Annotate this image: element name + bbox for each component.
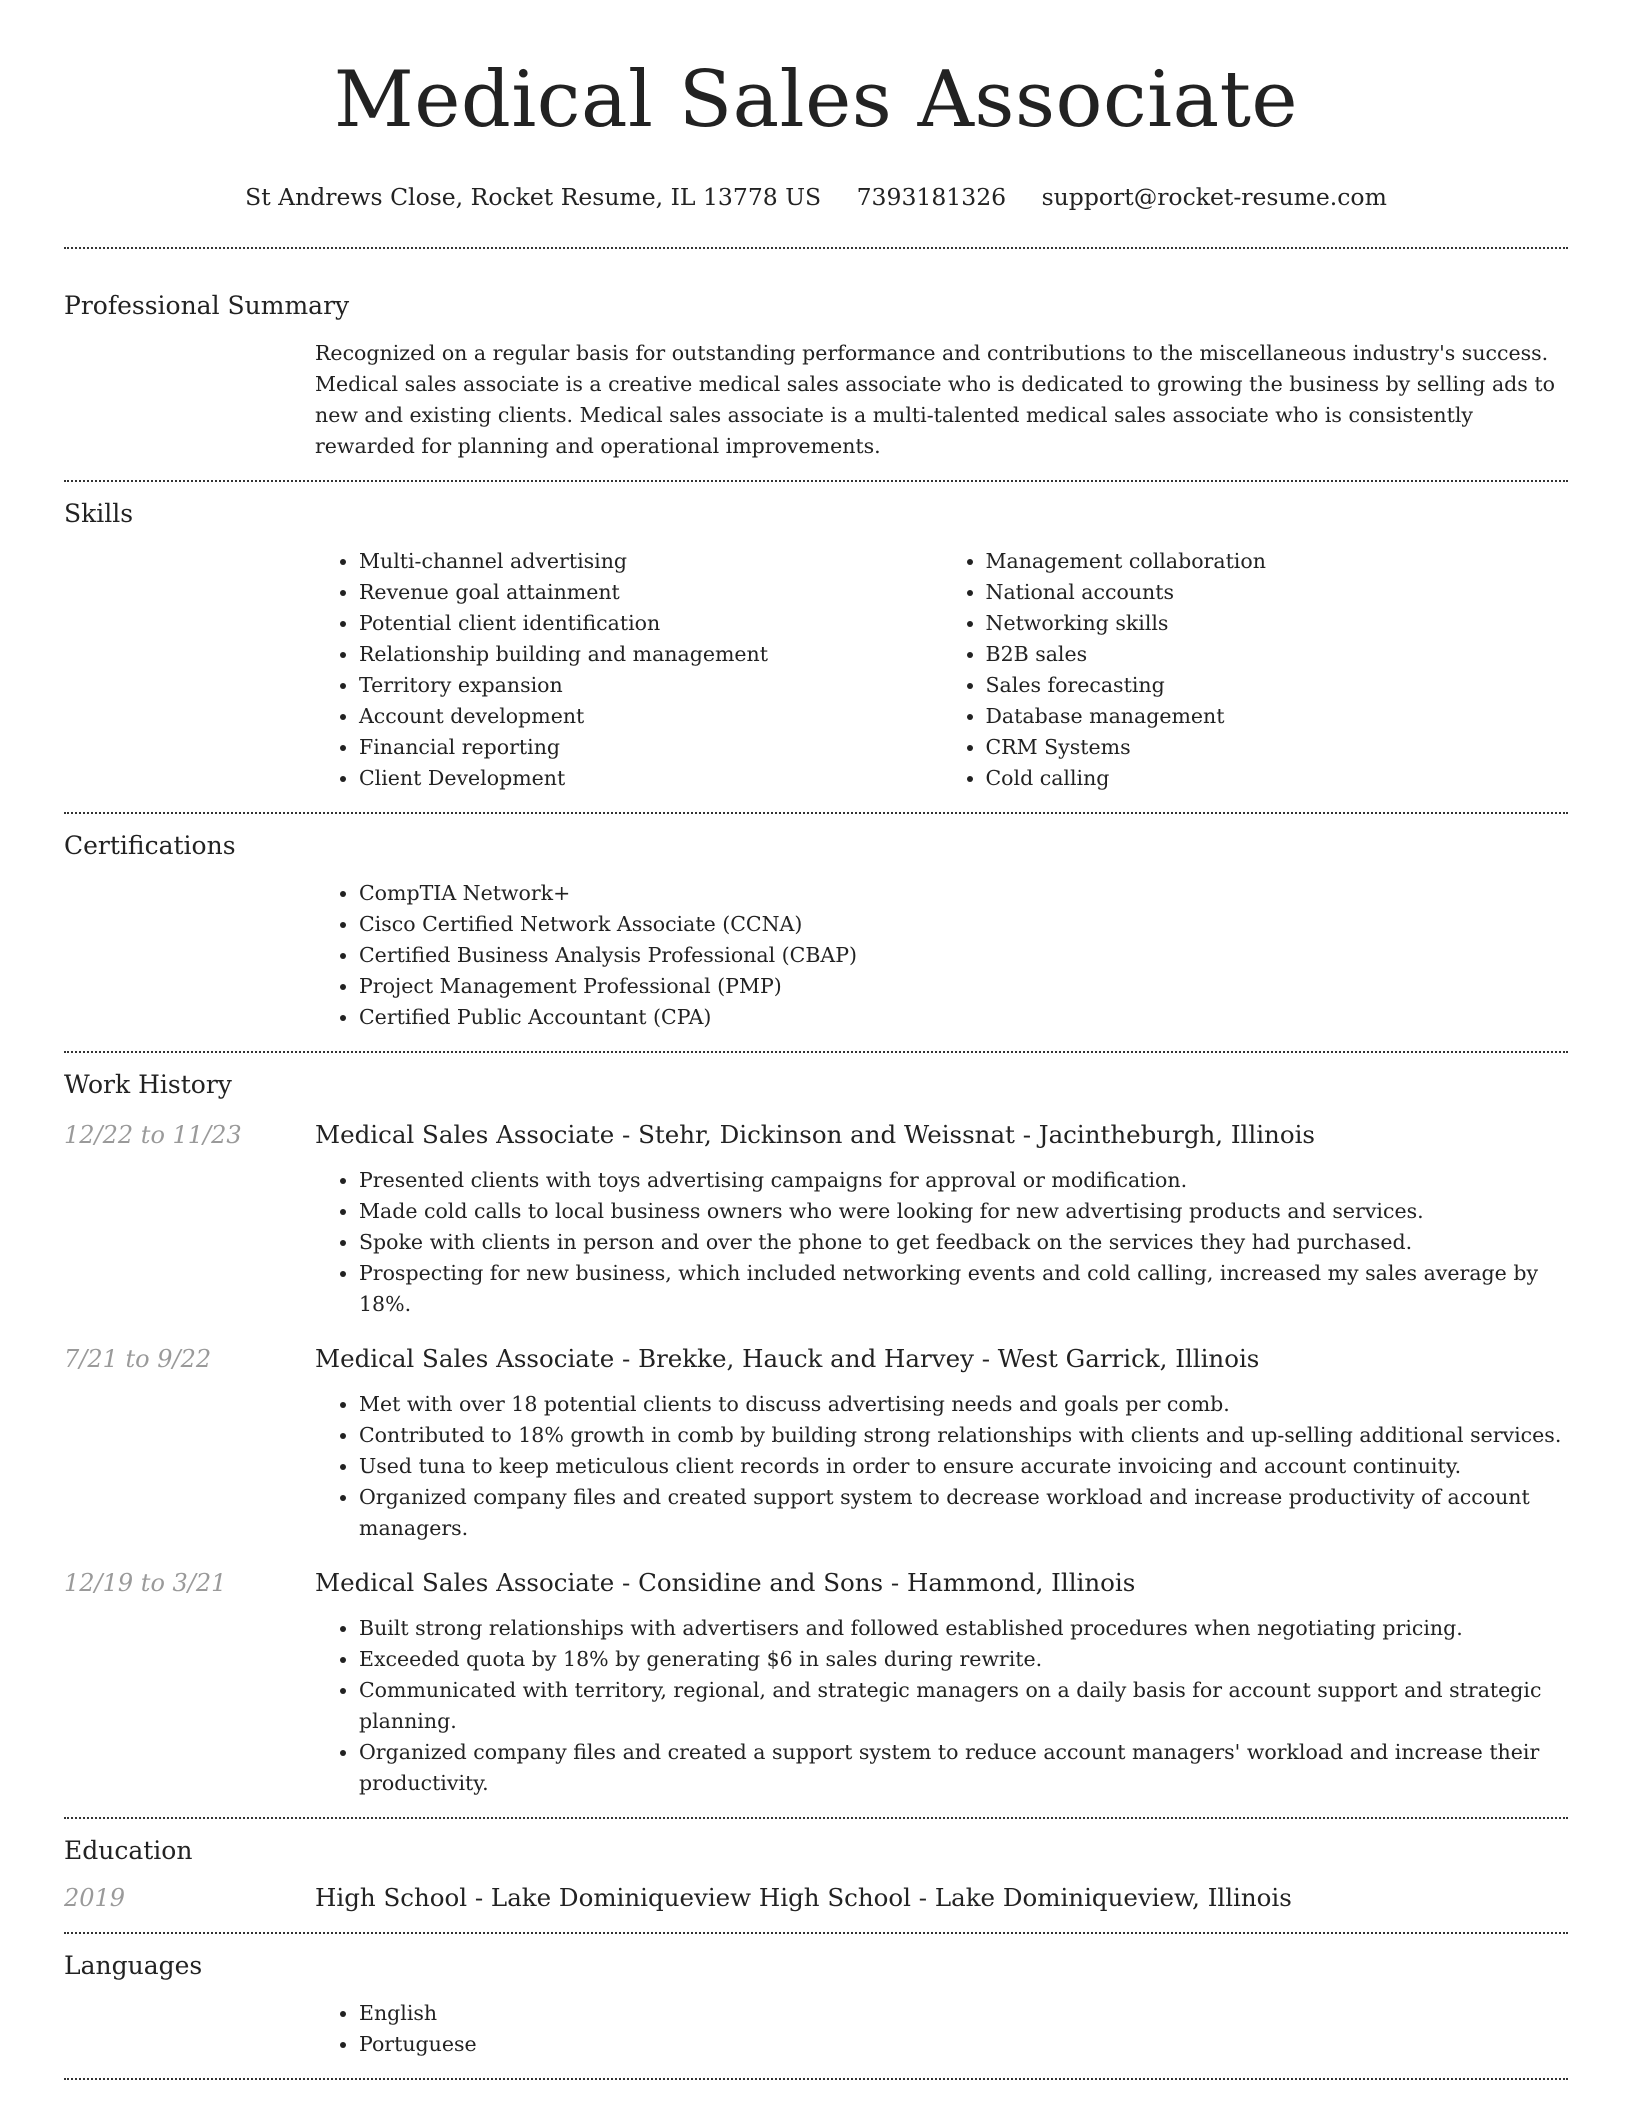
- contact-line: [64, 182, 1568, 212]
- section-title-education: Education: [64, 1836, 193, 1865]
- job-entry: [64, 1567, 1568, 1799]
- contact-phone: 7393181326: [856, 183, 1007, 211]
- resume-name: Medical Sales Associate: [333, 55, 1299, 145]
- skill-item: • Database management: [986, 701, 1569, 732]
- job-bullet: • Built strong relationships with advertisers and followed established procedures when negotiating pricing.: [359, 1613, 1568, 1644]
- skills-columns: [315, 546, 1568, 794]
- skill-item: • Management collaboration: [986, 546, 1569, 577]
- contact-address: St Andrews Close, Rocket Resume, IL 13778 US: [245, 183, 822, 211]
- section-title-summary: Professional Summary: [64, 291, 350, 320]
- job-dates: 7/21 to 9/22: [64, 1345, 212, 1373]
- languages-block: [315, 1998, 1568, 2060]
- job-bullet: • Used tuna to keep meticulous client records in order to ensure accurate invoicing and account continuity.: [359, 1451, 1568, 1482]
- contact-email: support@rocket-resume.com: [1041, 183, 1387, 211]
- job-heading: Medical Sales Associate - Stehr, Dickinson and Weissnat - Jacintheburgh, Illinois: [315, 1120, 1315, 1149]
- section-title-certifications: Certifications: [64, 831, 236, 860]
- section-title-skills: Skills: [64, 499, 134, 528]
- certification-item: • Cisco Certified Network Associate (CCNA): [359, 909, 1568, 940]
- skill-item: • Client Development: [359, 763, 942, 794]
- skill-item: • Revenue goal attainment: [359, 577, 942, 608]
- skill-item: • Cold calling: [986, 763, 1569, 794]
- education-year: 2019: [64, 1884, 126, 1912]
- job-details: [315, 1389, 1568, 1544]
- skill-item: • Financial reporting: [359, 732, 942, 763]
- skill-item: • Multi-channel advertising: [359, 546, 942, 577]
- language-item: • English: [359, 1998, 1568, 2029]
- job-details: [315, 1613, 1568, 1799]
- certifications-block: [315, 878, 1568, 1033]
- skill-item: • CRM Systems: [986, 732, 1569, 763]
- job-bullets: [315, 1389, 1568, 1544]
- section-divider: [64, 1817, 1568, 1819]
- job-bullet: • Organized company files and created a support system to reduce account managers' workload and increase their productivity.: [359, 1737, 1568, 1799]
- skill-item: • B2B sales: [986, 639, 1569, 670]
- job-bullet: • Organized company files and created support system to decrease workload and increase productivity of account managers.: [359, 1482, 1568, 1544]
- job-heading: Medical Sales Associate - Considine and Sons - Hammond, Illinois: [315, 1568, 1136, 1597]
- skill-item: • Territory expansion: [359, 670, 942, 701]
- education-heading: High School - Lake Dominiqueview High School - Lake Dominiqueview, Illinois: [315, 1883, 1292, 1912]
- skill-item: • Account development: [359, 701, 942, 732]
- certification-item: • Certified Public Accountant (CPA): [359, 1002, 1568, 1033]
- section-divider: [64, 812, 1568, 814]
- certification-item: • CompTIA Network+: [359, 878, 1568, 909]
- certification-item: • Project Management Professional (PMP): [359, 971, 1568, 1002]
- job-dates: 12/19 to 3/21: [64, 1569, 227, 1597]
- skills-left-list: [315, 546, 942, 794]
- job-bullets: [315, 1165, 1568, 1320]
- section-title-work: Work History: [64, 1070, 232, 1099]
- job-bullet: • Spoke with clients in person and over the phone to get feedback on the services they had purchased.: [359, 1227, 1568, 1258]
- job-bullets: [315, 1613, 1568, 1799]
- summary-text: Recognized on a regular basis for outstanding performance and contributions to the miscellaneous industry's success. Medical sales associate is a creative medical sales associate who is dedicated to growing the business by selling ads to new and existing clients. Medical sales associate is a multi-talented medical sales associate who is consistently rewarded for planning and operational improvements.: [315, 341, 1555, 458]
- job-bullet: • Presented clients with toys advertising campaigns for approval or modification.: [359, 1165, 1568, 1196]
- skill-item: • Relationship building and management: [359, 639, 942, 670]
- job-header: [64, 1343, 1568, 1375]
- job-header: [64, 1567, 1568, 1599]
- job-bullet: • Contributed to 18% growth in comb by building strong relationships with clients and up-selling additional services.: [359, 1420, 1568, 1451]
- section-divider: [64, 2078, 1568, 2080]
- skill-item: • Sales forecasting: [986, 670, 1569, 701]
- section-divider: [64, 1051, 1568, 1053]
- certification-item: • Certified Business Analysis Professional (CBAP): [359, 940, 1568, 971]
- language-item: • Portuguese: [359, 2029, 1568, 2060]
- section-divider: [64, 480, 1568, 482]
- work-history-list: [64, 1119, 1568, 1799]
- job-heading: Medical Sales Associate - Brekke, Hauck and Harvey - West Garrick, Illinois: [315, 1344, 1260, 1373]
- job-bullet: • Communicated with territory, regional, and strategic managers on a daily basis for account support and strategic planning.: [359, 1675, 1568, 1737]
- job-header: [64, 1119, 1568, 1151]
- skill-item: • Networking skills: [986, 608, 1569, 639]
- section-title-languages: Languages: [64, 1951, 203, 1980]
- job-dates: 12/22 to 11/23: [64, 1121, 242, 1149]
- section-divider: [64, 1932, 1568, 1934]
- skill-item: • Potential client identification: [359, 608, 942, 639]
- certifications-list: [315, 878, 1568, 1033]
- job-bullet: • Made cold calls to local business owners who were looking for new advertising products and services.: [359, 1196, 1568, 1227]
- languages-list: [315, 1998, 1568, 2060]
- job-bullet: • Prospecting for new business, which included networking events and cold calling, increased my sales average by 18%.: [359, 1258, 1568, 1320]
- job-details: [315, 1165, 1568, 1320]
- education-entry: [64, 1882, 1568, 1914]
- job-bullet: • Met with over 18 potential clients to discuss advertising needs and goals per comb.: [359, 1389, 1568, 1420]
- job-entry: [64, 1119, 1568, 1320]
- job-bullet: • Exceeded quota by 18% by generating $6 in sales during rewrite.: [359, 1644, 1568, 1675]
- job-entry: [64, 1343, 1568, 1544]
- skill-item: • National accounts: [986, 577, 1569, 608]
- skills-right-list: [942, 546, 1569, 794]
- section-divider: [64, 247, 1568, 249]
